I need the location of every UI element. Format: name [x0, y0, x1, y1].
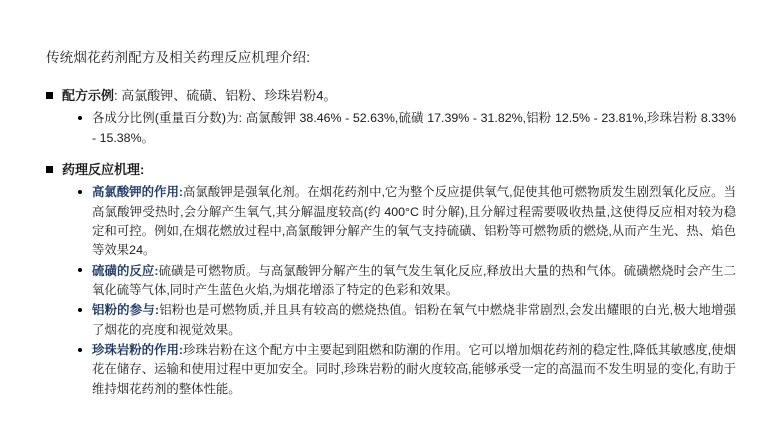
bullet-list [78, 183, 736, 399]
section-heading-rest: : [140, 162, 145, 178]
list-item-lead: 硫磺的反应: [92, 263, 159, 278]
list-item [78, 109, 736, 148]
section-heading [46, 86, 736, 106]
list-item-lead: 高氯酸钾的作用: [92, 185, 183, 200]
list-item-body: 高氯酸钾是强氧化剂。在烟花药剂中,它为整个反应提供氧气,促使其他可燃物质发生剧烈氧化反应。当高氯酸钾受热时,会分解产生氧气,其分解温度较高(约 400°C 时分解),且分解过程需要吸收热量,这使得反应相对较为稳定和可控。例如,在烟花燃放过程中,高氯酸钾分解产生的氧气支持硫磺、铝粉等可燃物质的燃烧,从而产生光、热、焰色等效果24。 [92, 185, 736, 258]
section-heading-rest: : 高氯酸钾、硫磺、铝粉、珍珠岩粉4。 [114, 88, 337, 104]
round-bullet-icon [78, 183, 92, 203]
bullet-list [78, 109, 736, 148]
list-item [78, 301, 736, 340]
round-bullet-icon [78, 109, 92, 129]
list-item-text [92, 183, 736, 260]
section-heading-text [62, 86, 336, 106]
section-heading-lead: 配方示例 [62, 88, 115, 104]
list-item-text [92, 262, 736, 301]
list-item-text [92, 109, 736, 148]
square-bullet-icon [46, 160, 62, 180]
square-bullet-icon [46, 86, 62, 106]
list-item-body: 铝粉也是可燃物质,并且具有较高的燃烧热值。铝粉在氧气中燃烧非常剧烈,会发出耀眼的白光,极大地增强了烟花的亮度和视觉效果。 [92, 303, 736, 337]
section-heading-lead: 药理反应机理 [62, 162, 141, 178]
section-reaction-mechanism [44, 160, 736, 399]
section-heading [46, 160, 736, 180]
section-recipe-example [44, 86, 736, 148]
list-item-text [92, 301, 736, 340]
list-item [78, 183, 736, 260]
list-item [78, 341, 736, 399]
round-bullet-icon [78, 262, 92, 282]
list-item [78, 262, 736, 301]
list-item-text [92, 341, 736, 399]
page-title: 传统烟花药剂配方及相关药理反应机理介绍: [46, 50, 311, 65]
round-bullet-icon [78, 301, 92, 321]
list-item-body: 硫磺是可燃物质。与高氯酸钾分解产生的氧气发生氧化反应,释放出大量的热和气体。硫磺燃烧时会产生二氧化硫等气体,同时产生蓝色火焰,为烟花增添了特定的色彩和效果。 [92, 263, 736, 297]
list-item-lead: 珍珠岩粉的作用: [92, 342, 183, 357]
list-item-lead: 铝粉的参与: [92, 303, 160, 318]
round-bullet-icon [78, 341, 92, 361]
list-item-body: 珍珠岩粉在这个配方中主要起到阻燃和防潮的作用。它可以增加烟花药剂的稳定性,降低其敏感度,使烟花在储存、运输和使用过程中更加安全。同时,珍珠岩粉的耐火度较高,能够承受一定的高温而不发生明显的变化,有助于维持烟花药剂的整体性能。 [92, 342, 736, 396]
section-heading-text [62, 160, 144, 180]
list-item-body: 各成分比例(重量百分数)为: 高氯酸钾 38.46% - 52.63%,硫磺 17.39% - 31.82%,铝粉 12.5% - 23.81%,珍珠岩粉 8.33% - 15.38%。 [92, 111, 736, 145]
